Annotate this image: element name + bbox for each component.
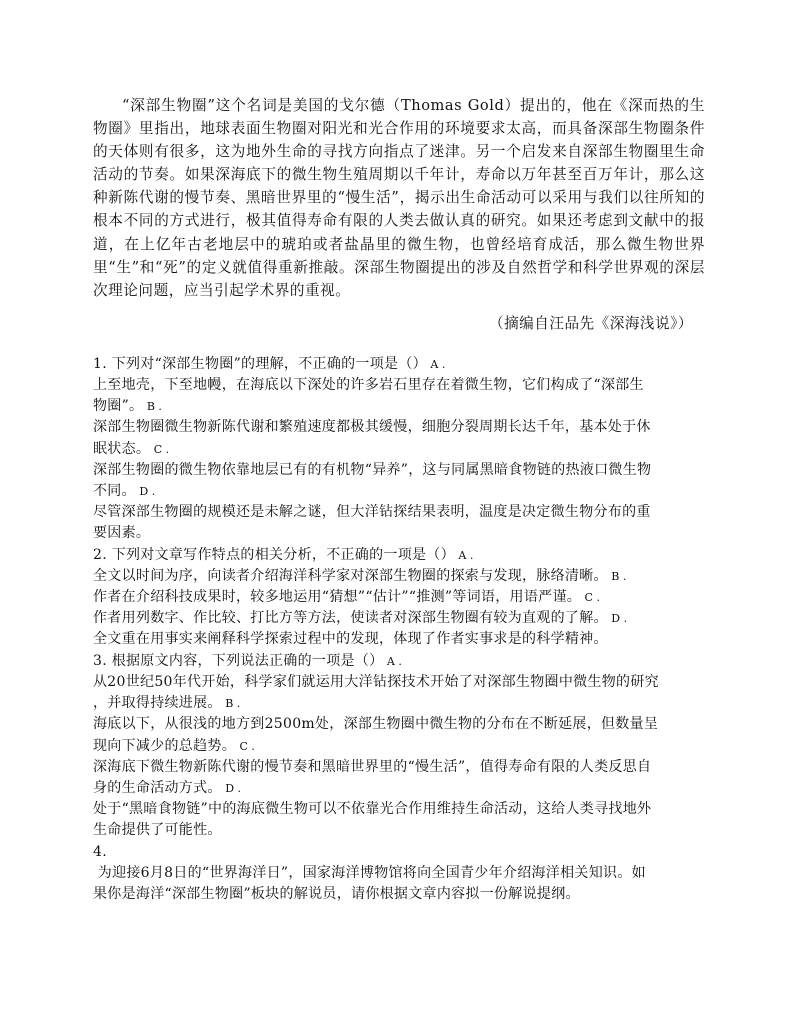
question-line: 现向下减少的总趋势。 C . (93, 737, 255, 754)
question-line: 深部生物圈微生物新陈代谢和繁殖速度都极其缓慢，细胞分裂周期长达千年，基本处于休 (93, 419, 651, 436)
option-marker: B . (143, 400, 162, 414)
question-line: 4. (93, 843, 107, 860)
option-marker: A . (454, 548, 474, 562)
question-line: 物圈”。 B . (93, 398, 162, 415)
question-line: 3. 根据原文内容，下列说法正确的一项是（） A . (93, 652, 402, 669)
question-line: 海底以下，从很浅的地方到2500m处，深部生物圈中微生物的分布在不断延展，但数量呈 (93, 716, 659, 733)
option-marker: D . (135, 485, 156, 499)
question-line: 作者用列数字、作比较、打比方等方法，使读者对深部生物圈有较为直观的了解。 D . (93, 610, 628, 627)
option-marker: A . (383, 654, 402, 668)
option-marker: C . (581, 591, 600, 605)
question-line: 从20世纪50年代开始，科学家们就运用大洋钻探技术开始了对深部生物圈中微生物的研究 (93, 673, 659, 690)
question-line: 果你是海洋“深部生物圈”板块的解说员，请你根据文章内容拟一份解说提纲。 (93, 885, 580, 902)
option-marker: A . (426, 357, 446, 371)
option-marker: C . (150, 442, 170, 456)
question-line: 作者在介绍科技成果时，较多地运用“猜想”“估计”“推测”等词语，用语严谨。 C . (93, 589, 600, 606)
question-line: 深海底下微生物新陈代谢的慢节奏和黑暗世界里的“慢生活”，值得寿命有限的人类反思自 (93, 758, 652, 775)
passage-paragraph: “深部生物圈”这个名词是美国的戈尔德（Thomas Gold）提出的，他在《深而热的生物圈》里指出，地球表面生物圈对阳光和光合作用的环境要求太高，而具备深部生物圈条件的天体则有很多，这为地外生命的寻找方向指点了迷津。另一个启发来自深部生物圈里生命活动的节奏。如果深海底下的微生物生殖周期以千年计，寿命以万年甚至百万年计，那么这种新陈代谢的慢节奏、黑暗世界里的“慢生活”，揭示出生命活动可以采用与我们以往所知的根本不同的方式进行，极其值得寿命有限的人类去做认真的研究。如果还考虑到文献中的报道，在上亿年古老地层中的琥珀或者盐晶里的微生物，也曾经培育成活，那么微生物世界里“生”和“死”的定义就值得重新推敲。深部生物圈提出的涉及自然哲学和科学世界观的深层次理论问题，应当引起学术界的重视。 (93, 97, 705, 299)
question-line: ，并取得持续进展。 B . (93, 695, 241, 712)
question-line: 生命提供了可能性。 (93, 822, 222, 839)
option-marker: C . (236, 739, 255, 753)
option-marker: B . (221, 697, 241, 711)
question-line: 身的生命活动方式。 D . (93, 779, 242, 796)
question-line: 全文重在用事实来阐释科学探索过程中的发现，体现了作者实事求是的科学精神。 (93, 631, 608, 648)
option-marker: D . (607, 612, 628, 626)
question-line: 不同。 D . (93, 483, 156, 500)
question-line: 1. 下列对“深部生物圈”的理解，不正确的一项是（） A . (93, 355, 446, 372)
question-line: 上至地壳，下至地幔，在海底以下深处的许多岩石里存在着微生物，它们构成了“深部生 (93, 377, 644, 394)
question-line: 2. 下列对文章写作特点的相关分析，不正确的一项是（） A . (93, 546, 474, 563)
question-line: 眠状态。 C . (93, 440, 170, 457)
question-line: 要因素。 (93, 525, 151, 542)
passage-source: （摘编自汪品先《深海浅说》） (488, 314, 693, 332)
questions-section (93, 354, 705, 905)
option-marker: D . (221, 781, 242, 795)
question-line: 全文以时间为序，向读者介绍海洋科学家对深部生物圈的探索与发现，脉络清晰。 B . (93, 567, 627, 584)
question-line: 深部生物圈的微生物依靠地层已有的有机物“异养”，这与同属黑暗食物链的热液口微生物 (93, 461, 652, 478)
question-line: 尽管深部生物圈的规模还是未解之谜，但大洋钻探结果表明，温度是决定微生物分布的重 (93, 504, 651, 521)
question-line: 为迎接6月8日的“世界海洋日”，国家海洋博物馆将向全国青少年介绍海洋相关知识。如 (93, 864, 646, 881)
document-page (93, 94, 705, 905)
question-line: 处于“黑暗食物链”中的海底微生物可以不依靠光合作用维持生命活动，这给人类寻找地外 (93, 801, 652, 818)
option-marker: B . (607, 569, 627, 583)
